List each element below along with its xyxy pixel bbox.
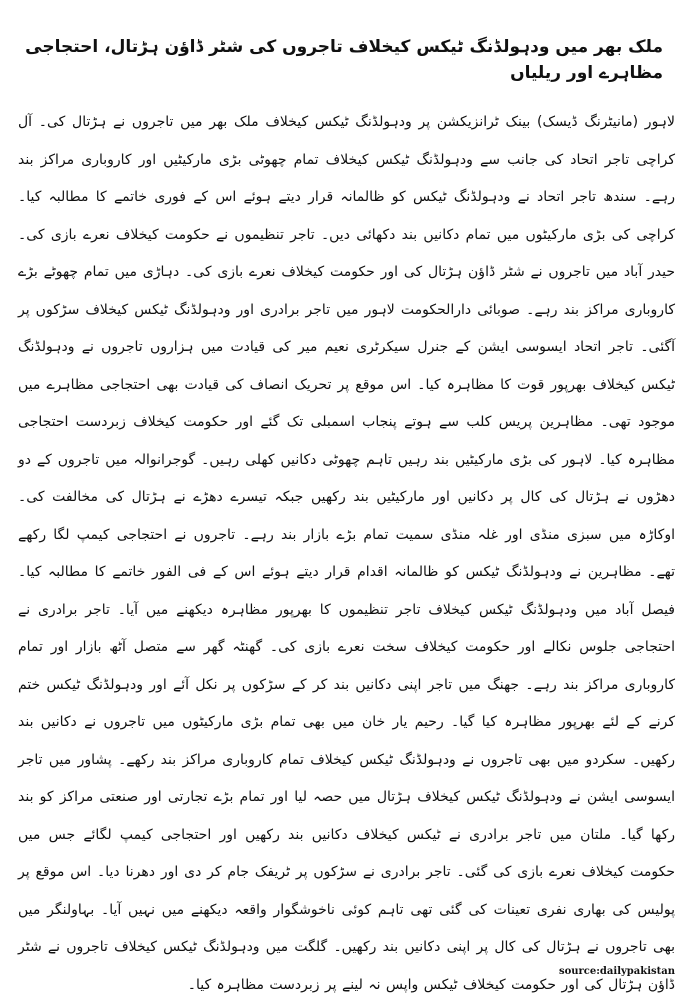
source-credit: source:dailypakistan <box>558 966 675 977</box>
article-headline: ملک بھر میں ودہولڈنگ ٹیکس کیخلاف تاجروں کی شٹر ڈاؤن ہڑتال، احتجاجی مظاہرے اور ریلیاں <box>25 37 663 83</box>
article-body: لاہور (مانیٹرنگ ڈیسک) بینک ٹرانزیکشن پر ودہولڈنگ ٹیکس کیخلاف ملک بھر میں تاجروں نے ہڑتال کی۔ آل کراچی تاجر اتحاد کی جانب سے ودہولڈنگ ٹیکس کیخلاف تمام چھوٹی بڑی مارکیٹیں اور کاروباری مراکز بند رہے۔ سندھ تاجر اتحاد نے ودہولڈنگ ٹیکس کو ظالمانہ قرار دیتے ہوئے اس کے فوری خاتمے کا مطالبہ کیا۔ کراچی کی بڑی مارکیٹوں میں تمام دکانیں بند دکھائی دیں۔ تاجر تنظیموں نے حکومت کیخلاف نعرے بازی کی۔ حیدر آباد میں تاجروں نے شٹر ڈاؤن ہڑتال کی اور حکومت کیخلاف نعرے بازی کی۔ دہاڑی میں تمام چھوٹے بڑے کاروباری مراکز بند رہے۔ صوبائی دارالحکومت لاہور میں تاجر برادری اور ودہولڈنگ ٹیکس کیخلاف سڑکوں پر آگئی۔ تاجر اتحاد ایسوسی ایشن کے جنرل سیکرٹری نعیم میر کی قیادت میں ہزاروں تاجروں نے ودہولڈنگ ٹیکس کیخلاف بھرپور قوت کا مظاہرہ کیا۔ اس موقع پر تحریک انصاف کی قیادت بھی احتجاجی مظاہرے میں موجود تھی۔ مظاہرین پریس کلب سے ہوتے پنجاب اسمبلی تک گئے اور حکومت کیخلاف زبردست احتجاجی مظاہرہ کیا۔ لاہور کی بڑی مارکیٹیں بند رہیں تاہم چھوٹی دکانیں کھلی رہیں۔ گوجرانوالہ میں تاجروں کے دو دھڑوں نے ہڑتال کی کال پر دکانیں اور مارکیٹیں بند رکھیں جبکہ تیسرے دھڑے نے ہڑتال کی مخالفت کی۔ اوکاڑہ میں سبزی منڈی اور غلہ منڈی سمیت تمام بڑے بازار بند رہے۔ تاجروں نے احتجاجی کیمپ لگا رکھے تھے۔ مظاہرین نے ودہولڈنگ ٹیکس کو ظالمانہ اقدام قرار دیتے ہوئے اس کے فی الفور خاتمے کا مطالبہ کیا۔ فیصل آباد میں ودہولڈنگ ٹیکس کیخلاف تاجر تنظیموں کا بھرپور مظاہرہ دیکھنے میں آیا۔ تاجر برادری نے احتجاجی جلوس نکالے اور حکومت کیخلاف سخت نعرے بازی کی۔ گھنٹہ گھر سے متصل آٹھ بازار اور تمام کاروباری مراکز بند رہے۔ جھنگ میں تاجر اپنی دکانیں بند کر کے سڑکوں پر نکل آئے اور ودہولڈنگ ٹیکس ختم کرنے کے لئے بھرپور مظاہرہ کیا گیا۔ رحیم یار خان میں بھی تمام بڑی مارکیٹوں میں تاجروں نے دکانیں بند رکھیں۔ سکردو میں بھی تاجروں نے ودہولڈنگ ٹیکس کیخلاف تمام کاروباری مراکز بند رکھے۔ پشاور میں تاجر ایسوسی ایشن نے ودہولڈنگ ٹیکس کیخلاف ہڑتال میں حصہ لیا اور تمام بڑے تجارتی اور صنعتی مراکز کو بند رکھا گیا۔ ملتان میں تاجر برادری نے ٹیکس کیخلاف دکانیں بند رکھیں اور احتجاجی کیمپ لگائے جس میں حکومت کیخلاف نعرے بازی کی گئی۔ تاجر برادری نے سڑکوں پر ٹریفک جام کر دی اور دھرنا دیا۔ اس موقع پر پولیس کی بھاری نفری تعینات کی گئی تھی تاہم کوئی ناخوشگوار واقعہ دیکھنے میں نہیں آیا۔ بہاولنگر میں بھی تاجروں نے ہڑتال کی کال پر اپنی دکانیں بند رکھیں۔ گلگت میں ودہولڈنگ ٹیکس کیخلاف تاجروں نے شٹر ڈاؤن ہڑتال کی اور حکومت کیخلاف ٹیکس واپس نہ لینے پر زبردست مظاہرہ کیا۔ <box>18 114 675 993</box>
